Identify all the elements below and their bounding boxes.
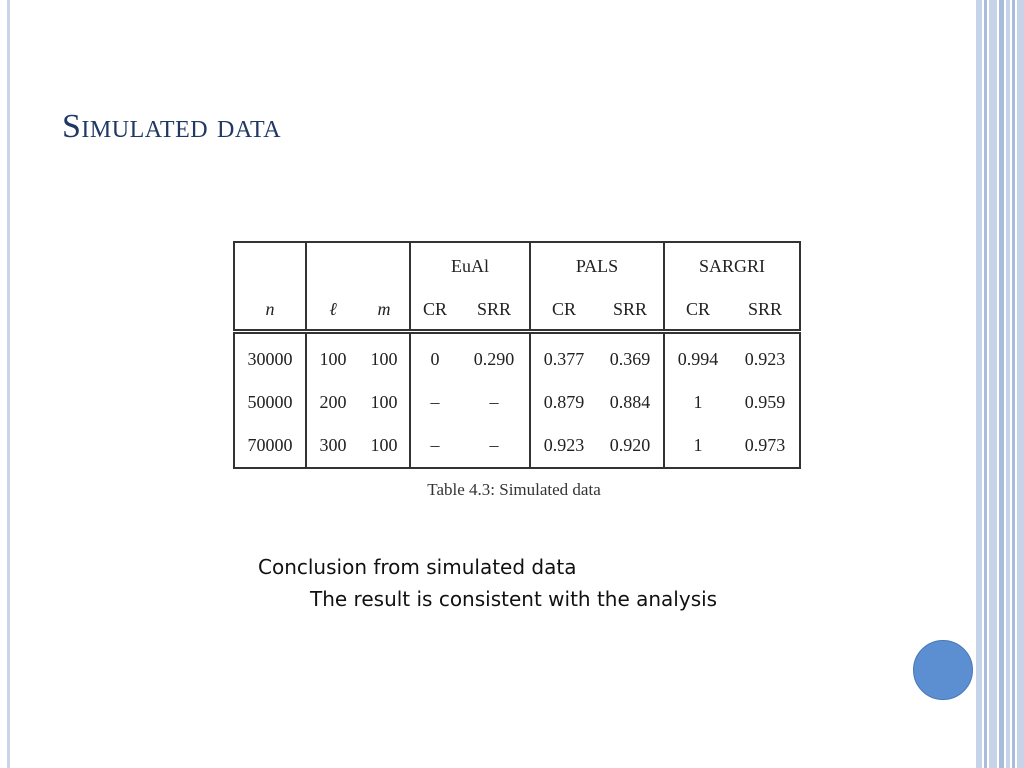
- table-sub-header-row: [234, 289, 800, 332]
- group-header-sargri: SARGRI: [664, 242, 800, 289]
- col-header-pals-cr: CR: [530, 289, 597, 332]
- table-cell: 0.879: [543, 392, 585, 412]
- table-cell: –: [430, 392, 440, 412]
- table-cell: –: [410, 424, 459, 468]
- table-cell: 1: [693, 392, 703, 412]
- empty-header-cell: [359, 242, 410, 289]
- col-header-sargri-srr: SRR: [731, 289, 800, 332]
- table-cell: 30000: [234, 332, 306, 382]
- decor-bar: [976, 0, 982, 768]
- results-table-container: [233, 241, 801, 469]
- table-cell: 50000: [234, 381, 306, 424]
- table-cell: 0: [430, 349, 440, 369]
- decor-bar: [1017, 0, 1024, 768]
- table-group-header-row: [234, 242, 800, 289]
- decor-bar: [1012, 0, 1015, 768]
- col-header-eual-cr: CR: [410, 289, 459, 332]
- col-header-pals-srr: SRR: [597, 289, 664, 332]
- empty-header-cell: [306, 242, 359, 289]
- col-header-m: m: [359, 289, 410, 332]
- table-cell: 0.959: [731, 381, 800, 424]
- table-cell: 0.369: [597, 332, 664, 382]
- table-row: [234, 424, 800, 468]
- slide-title: Simulated data: [62, 108, 282, 145]
- table-caption: Table 4.3: Simulated data: [427, 480, 601, 499]
- table-cell: 300: [306, 424, 359, 468]
- col-header-n: n: [234, 289, 306, 332]
- table-cell: 100: [359, 424, 410, 468]
- table-cell: –: [459, 381, 530, 424]
- table-cell: –: [459, 424, 530, 468]
- left-border-rule: [7, 0, 10, 768]
- table-cell: 0.923: [731, 332, 800, 382]
- table-row: [234, 332, 800, 382]
- table-cell: 0.290: [459, 332, 530, 382]
- table-cell: 0.377: [543, 349, 585, 369]
- group-header-eual: EuAl: [410, 242, 530, 289]
- results-table: [233, 241, 801, 469]
- table-cell: 200: [319, 392, 347, 412]
- accent-circle: [913, 640, 973, 700]
- table-cell: 0.923: [530, 424, 597, 468]
- table-cell: 100: [359, 381, 410, 424]
- conclusion-text: The result is consistent with the analysis: [310, 587, 718, 611]
- conclusion-heading: Conclusion from simulated data: [258, 555, 577, 579]
- empty-header-cell: [234, 242, 306, 289]
- group-header-pals: PALS: [530, 242, 664, 289]
- col-header-eual-srr: SRR: [459, 289, 530, 332]
- table-cell: 0.973: [731, 424, 800, 468]
- table-cell: 100: [359, 332, 410, 382]
- table-cell: 1: [664, 424, 731, 468]
- decor-bar: [989, 0, 997, 768]
- col-header-sargri-cr: CR: [664, 289, 731, 332]
- decor-bar: [1006, 0, 1010, 768]
- table-cell: 70000: [234, 424, 306, 468]
- decor-bar: [999, 0, 1004, 768]
- table-cell: 100: [319, 349, 347, 369]
- table-cell: 0.884: [597, 381, 664, 424]
- decor-bar: [984, 0, 987, 768]
- table-cell: 0.994: [677, 349, 719, 369]
- col-header-l: ℓ: [306, 289, 359, 332]
- table-cell: 0.920: [597, 424, 664, 468]
- table-row: [234, 381, 800, 424]
